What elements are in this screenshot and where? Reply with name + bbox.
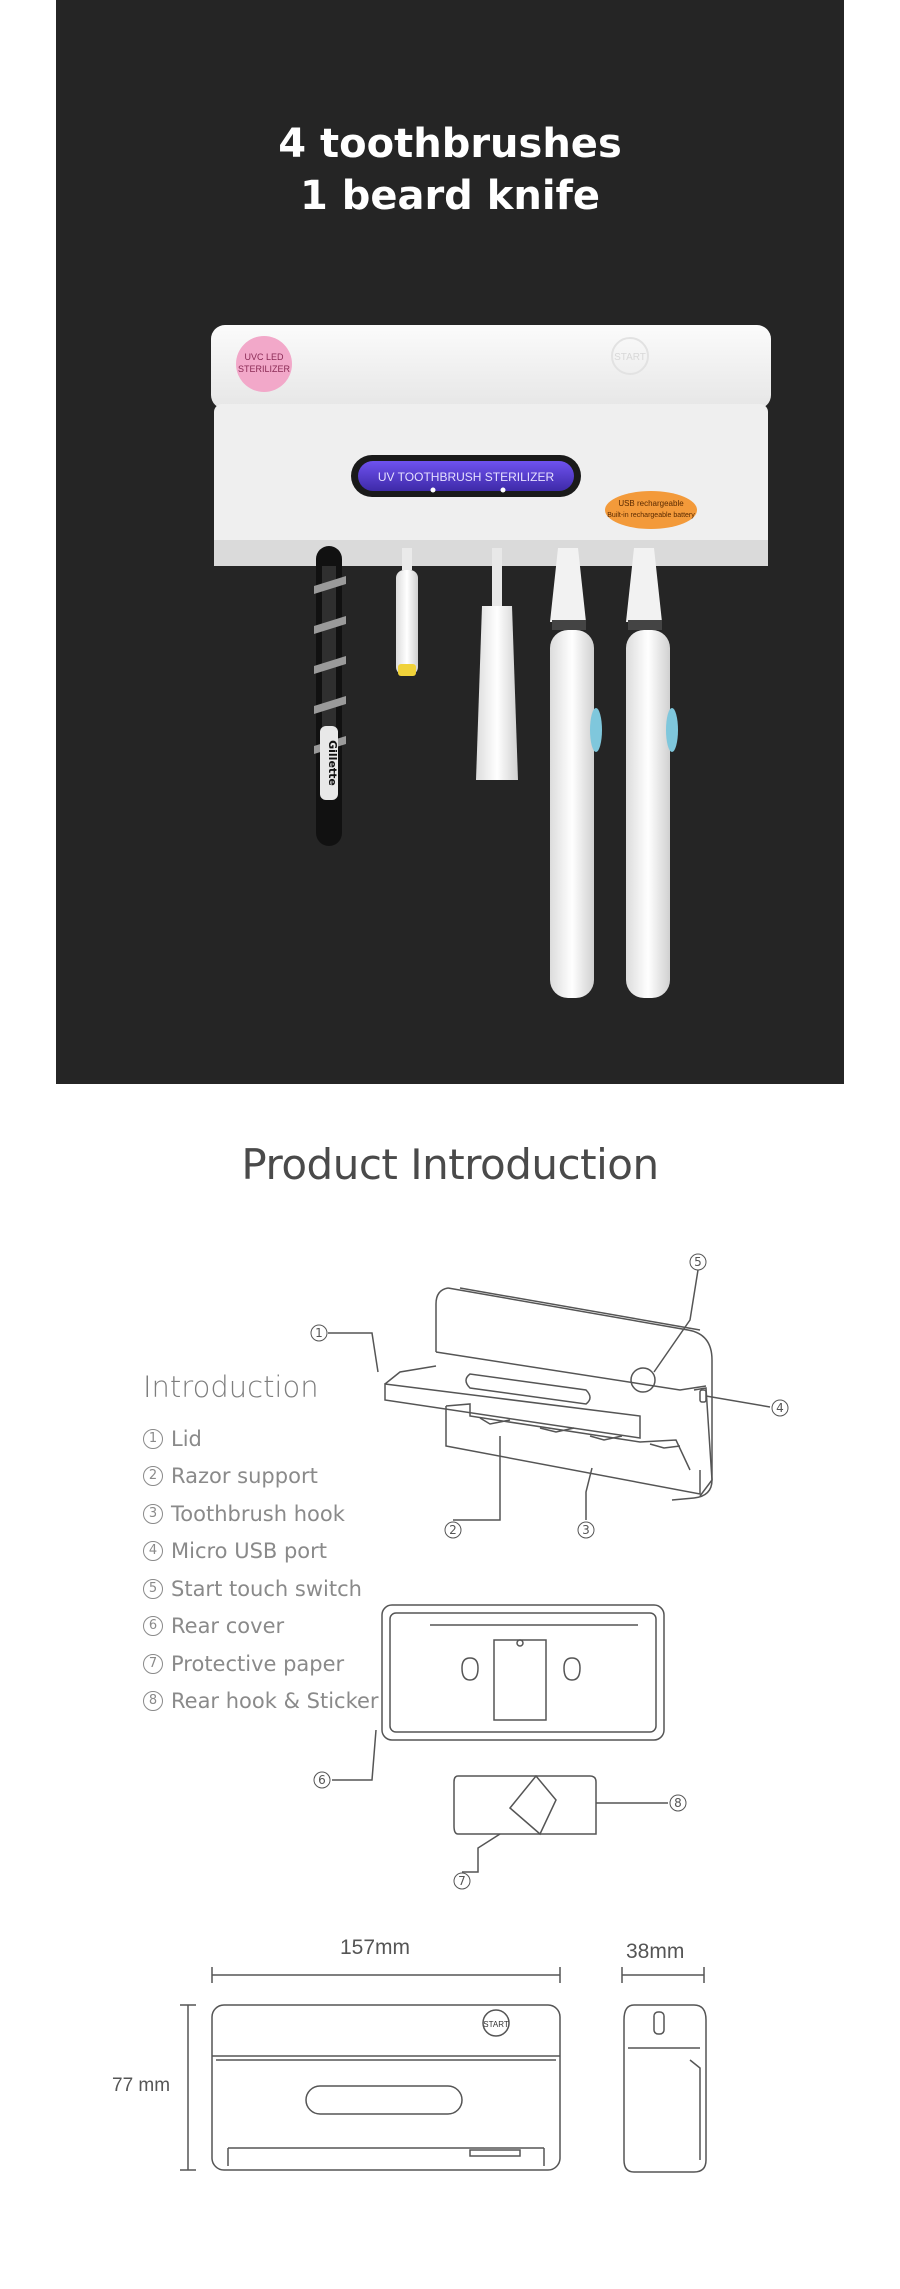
brush-head-1 [396, 548, 418, 676]
svg-text:UVC LED [244, 352, 284, 362]
hero-title-line1: 4 toothbrushes [278, 121, 622, 167]
electric-toothbrush-2 [626, 548, 678, 998]
svg-text:START [483, 2020, 509, 2029]
list-item [143, 1458, 379, 1496]
svg-text:USB rechargeable [618, 499, 684, 508]
electric-toothbrush-1 [550, 548, 602, 998]
svg-text:STERILIZER [238, 364, 291, 374]
dimension-side-view [622, 1967, 706, 2172]
svg-text:UV TOOTHBRUSH STERILIZER [378, 470, 555, 484]
svg-text:6: 6 [318, 1773, 326, 1787]
usb-badge [605, 491, 697, 529]
item-label: Razor support [171, 1464, 318, 1489]
item-number: 1 [143, 1429, 163, 1449]
dimension-front-view [180, 1967, 560, 2170]
svg-text:7: 7 [458, 1874, 466, 1888]
intro-heading: Introduction [143, 1370, 319, 1404]
item-number: 3 [143, 1504, 163, 1524]
usb-badge-line2: Built-in rechargeable battery [607, 512, 695, 519]
item-number: 2 [143, 1466, 163, 1486]
razor [314, 546, 346, 846]
diagram-main-unit [385, 1288, 712, 1500]
razor-brand: Gillette [326, 740, 339, 786]
sterilizer-product-image [56, 0, 844, 1084]
svg-text:Built-in rechargeable battery [607, 512, 695, 519]
item-number: 8 [143, 1691, 163, 1711]
svg-text:5: 5 [694, 1255, 702, 1269]
svg-text:3: 3 [582, 1523, 590, 1537]
section-title: Product Introduction [241, 1140, 659, 1189]
item-label: Start touch switch [171, 1576, 362, 1601]
svg-text:4: 4 [776, 1401, 784, 1415]
diagram-rear-hook [454, 1776, 596, 1834]
panel-label: UV TOOTHBRUSH STERILIZER [377, 470, 555, 484]
usb-badge-line1: USB rechargeable [618, 499, 684, 508]
item-number: 7 [143, 1654, 163, 1674]
dim-start-label: START [483, 2020, 509, 2029]
item-label: Lid [171, 1426, 202, 1451]
item-number: 4 [143, 1541, 163, 1561]
list-item [143, 1495, 379, 1533]
hero-banner [56, 0, 844, 1084]
svg-text:8: 8 [674, 1796, 682, 1810]
svg-text:Gillette [326, 740, 339, 786]
uvc-badge-line2: STERILIZER [237, 364, 291, 374]
dimension-height: 77 mm [112, 2075, 171, 2096]
list-item [143, 1533, 379, 1571]
intro-list [143, 1420, 379, 1720]
svg-text:START [614, 352, 646, 363]
item-label: Rear hook & Sticker [171, 1689, 379, 1714]
diagram-rear-cover [382, 1605, 664, 1740]
item-label: Protective paper [171, 1651, 345, 1676]
item-number: 5 [143, 1579, 163, 1599]
brush-head-2 [476, 548, 518, 780]
item-label: Micro USB port [171, 1539, 328, 1564]
list-item [143, 1608, 379, 1646]
list-item [143, 1645, 379, 1683]
uvc-badge-line1: UVC LED [244, 352, 284, 362]
item-label: Rear cover [171, 1614, 285, 1639]
dimension-depth: 38mm [626, 1940, 685, 1963]
svg-text:2: 2 [449, 1523, 457, 1537]
list-item [143, 1683, 379, 1721]
start-label: START [614, 352, 646, 363]
device-lid [211, 325, 771, 409]
item-number: 6 [143, 1616, 163, 1636]
dimension-width: 157mm [340, 1936, 411, 1959]
svg-text:1: 1 [315, 1326, 323, 1340]
hero-title-line2: 1 beard knife [299, 173, 601, 219]
list-item [143, 1570, 379, 1608]
item-label: Toothbrush hook [171, 1501, 345, 1526]
list-item [143, 1420, 379, 1458]
